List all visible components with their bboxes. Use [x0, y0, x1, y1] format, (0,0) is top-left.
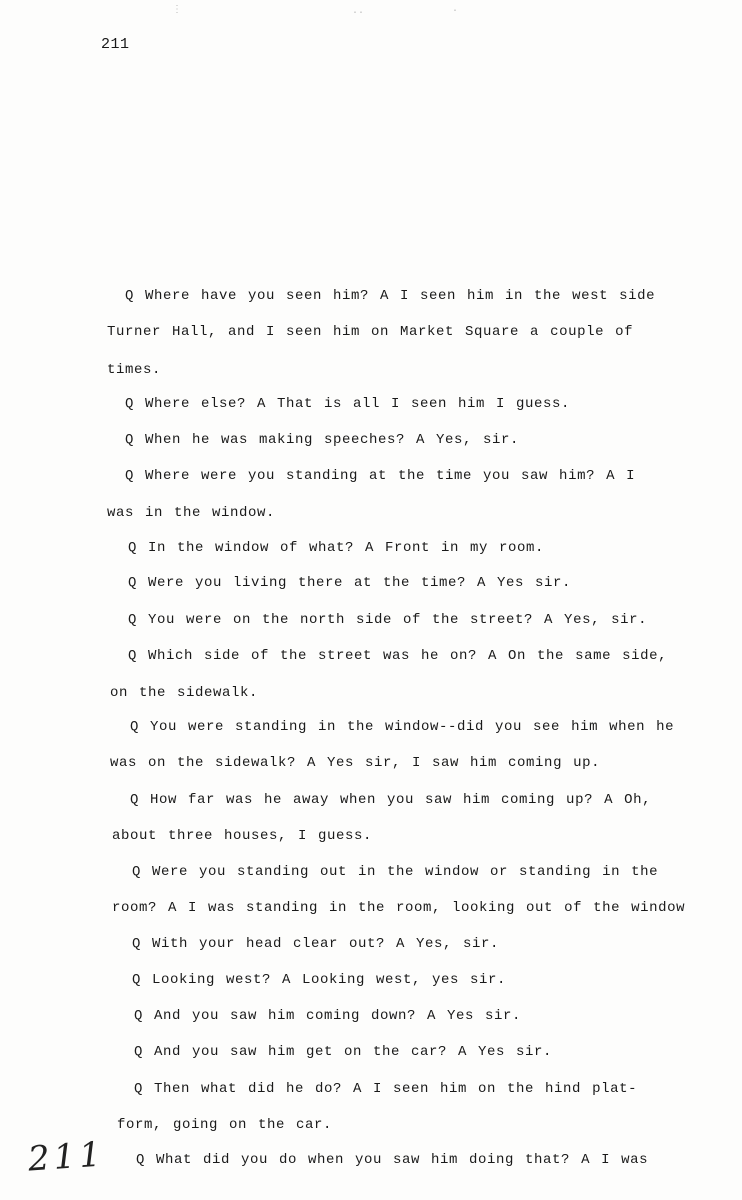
transcript-line: room? A I was standing in the room, looking out of the window	[112, 900, 686, 916]
transcript-line: Q And you saw him coming down? A Yes sir.	[134, 1008, 522, 1024]
transcript-line: was on the sidewalk? A Yes sir, I saw him coming up.	[110, 755, 601, 771]
transcript-line: Q When he was making speeches? A Yes, sir.	[125, 432, 520, 448]
transcript-line: Q You were standing in the window--did you see him when he	[130, 719, 675, 735]
transcript-line: about three houses, I guess.	[112, 828, 373, 844]
transcript-line: Q In the window of what? A Front in my room.	[128, 540, 545, 556]
transcript-line: Q And you saw him get on the car? A Yes sir.	[134, 1044, 553, 1060]
ink-smudge: ⋮	[172, 5, 182, 16]
transcript-line: Q Were you living there at the time? A Yes sir.	[128, 575, 572, 591]
transcript-line: Q How far was he away when you saw him coming up? A Oh,	[130, 792, 652, 808]
transcript-line: Q Then what did he do? A I seen him on the hind plat-	[134, 1081, 638, 1097]
transcript-line: Q Where else? A That is all I seen him I guess.	[125, 396, 571, 412]
transcript-line: on the sidewalk.	[110, 685, 259, 701]
transcript-line: was in the window.	[107, 505, 276, 521]
transcript-line: Q Where were you standing at the time you saw him? A I	[125, 468, 636, 484]
transcript-line: Q Looking west? A Looking west, yes sir.	[132, 972, 507, 988]
transcript-line: Q With your head clear out? A Yes, sir.	[132, 936, 500, 952]
transcript-line: Q You were on the north side of the street? A Yes, sir.	[128, 612, 648, 628]
handwritten-page-number: 211	[26, 1134, 107, 1180]
transcript-line: Q Were you standing out in the window or standing in the	[132, 864, 659, 880]
ink-smudge: ·	[452, 6, 459, 17]
transcript-line: Q What did you do when you saw him doing that? A I was	[136, 1152, 649, 1168]
transcript-line: times.	[107, 362, 162, 378]
transcript-line: Turner Hall, and I seen him on Market Square a couple of	[107, 324, 634, 340]
page-number: 211	[101, 36, 130, 53]
transcript-line: form, going on the car.	[117, 1117, 333, 1133]
transcript-line: Q Which side of the street was he on? A On the same side,	[128, 648, 668, 664]
ink-smudge: ··	[352, 8, 365, 19]
transcript-line: Q Where have you seen him? A I seen him in the west side	[125, 288, 656, 304]
